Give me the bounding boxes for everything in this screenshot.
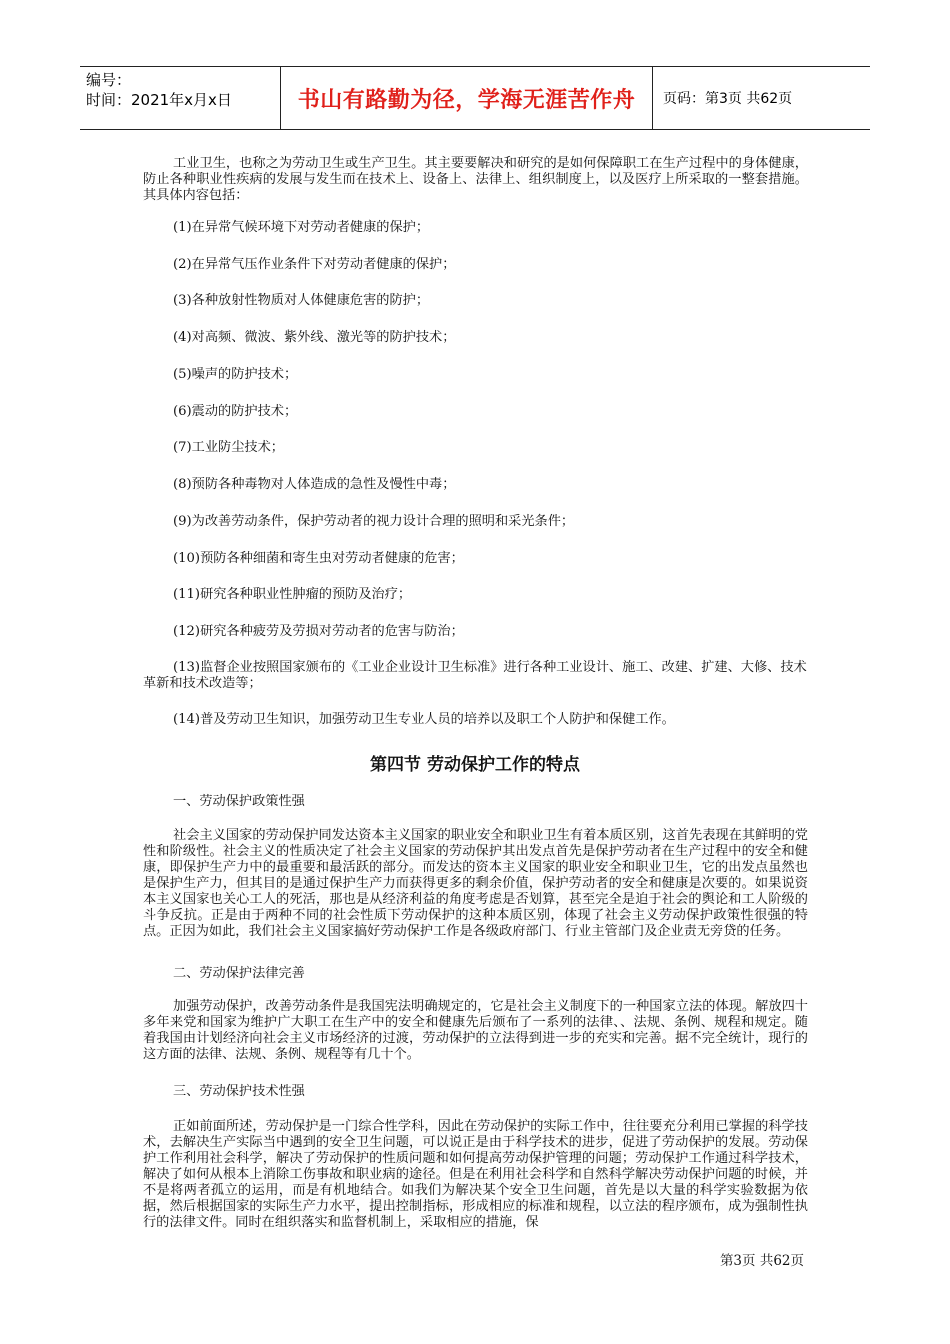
page-header: [80, 66, 870, 130]
list-item: (1)在异常气候环境下对劳动者健康的保护；: [173, 220, 430, 235]
subheading-law: 二、劳动保护法律完善: [173, 966, 305, 981]
subheading-technical: 三、劳动保护技术性强: [173, 1084, 305, 1099]
header-meta: [80, 67, 280, 129]
paragraph-law: 加强劳动保护，改善劳动条件是我国宪法明确规定的，它是社会主义制度下的一种国家立法的体现。解放四十多年来党和国家为维护广大职工在生产中的安全和健康先后颁布了一系列的法律、、法规、条例、规程和规定。随着我国由计划经济向社会主义市场经济的过渡，劳动保护的立法得到进一步的充实和完善。据不完全统计，现行的这方面的法律、法规、条例、规程等有几十个。: [143, 999, 808, 1062]
list-item: (11)研究各种职业性肿瘤的预防及治疗；: [173, 587, 412, 602]
paragraph-technical: 正如前面所述，劳动保护是一门综合性学科，因此在劳动保护的实际工作中，往往要充分利用已掌握的科学技术，去解决生产实际当中遇到的安全卫生问题，可以说正是由于科学技术的进步，促进了劳动保护的发展。劳动保护工作利用社会科学，解决了劳动保护的性质问题和如何提高劳动保护管理的问题；劳动保护工作通过科学技术，解决了如何从根本上消除工伤事故和职业病的途径。但是在利用社会科学和自然科学解决劳动保护问题的时候，并不是将两者孤立的运用，而是有机地结合。如我们为解决某个安全卫生问题，首先是以大量的科学实验数据为依据，然后根据国家的实际生产力水平，提出控制指标，形成相应的标准和规程，以立法的程序颁布，成为强制性执行的法律文件。同时在组织落实和监督机制上，采取相应的措施，保: [143, 1119, 808, 1230]
code-label: 编号：: [86, 71, 132, 89]
list-item: (9)为改善劳动条件，保护劳动者的视力设计合理的照明和采光条件；: [173, 514, 575, 529]
list-item: (7)工业防尘技术；: [173, 440, 284, 455]
list-item: (8)预防各种毒物对人体造成的急性及慢性中毒；: [173, 477, 456, 492]
time-label: 时间：2021年x月x日: [86, 91, 232, 109]
list-item: (3)各种放射性物质对人体健康危害的防护；: [173, 293, 430, 308]
paragraph-policy: 社会主义国家的劳动保护同发达资本主义国家的职业安全和职业卫生有着本质区别，这首先表现在其鲜明的党性和阶级性。社会主义的性质决定了社会主义国家的劳动保护其出发点首先是保护劳动者在生产过程中的安全和健康，即保护生产力中的最重要和最活跃的部分。而发达的资本主义国家的职业安全和职业卫生，它的出发点虽然也是保护生产力，但其目的是通过保护生产力而获得更多的剩余价值，保护劳动者的安全和健康是次要的。如果说资本主义国家也关心工人的死活，那也是从经济利益的角度考虑是否划算，甚至完全是迫于社会的舆论和工人阶级的斗争反抗。正是由于两种不同的社会性质下劳动保护的这种本质区别，体现了社会主义劳动保护政策性很强的特点。正因为如此，我们社会主义国家搞好劳动保护工作是各级政府部门、行业主管部门及企业责无旁贷的任务。: [143, 828, 808, 939]
list-item: (6)震动的防护技术；: [173, 404, 298, 419]
subheading-policy: 一、劳动保护政策性强: [173, 794, 305, 809]
header-motto: 书山有路勤为径，学海无涯苦作舟: [280, 67, 653, 129]
list-item: (14)普及劳动卫生知识，加强劳动卫生专业人员的培养以及职工个人防护和保健工作。: [173, 712, 675, 727]
header-page-label: 页码：第3页 共62页: [663, 91, 793, 107]
page-footer: 第3页 共62页: [719, 1253, 804, 1269]
list-item: (4)对高频、微波、紫外线、激光等的防护技术；: [173, 330, 456, 345]
list-item: (12)研究各种疲劳及劳损对劳动者的危害与防治；: [173, 624, 464, 639]
list-item: (2)在异常气压作业条件下对劳动者健康的保护；: [173, 257, 456, 272]
section-title: 第四节 劳动保护工作的特点: [370, 755, 580, 775]
intro-paragraph: 工业卫生，也称之为劳动卫生或生产卫生。其主要要解决和研究的是如何保障职工在生产过程中的身体健康，防止各种职业性疾病的发展与发生而在技术上、设备上、法律上、组织制度上，以及医疗上所采取的一整套措施。其具体内容包括：: [143, 156, 808, 203]
list-item: (5)噪声的防护技术；: [173, 367, 298, 382]
list-item: (13)监督企业按照国家颁布的《工业企业设计卫生标准》进行各种工业设计、施工、改建、扩建、大修、技术革新和技术改造等；: [143, 660, 807, 691]
list-item: (10)预防各种细菌和寄生虫对劳动者健康的危害；: [173, 551, 464, 566]
